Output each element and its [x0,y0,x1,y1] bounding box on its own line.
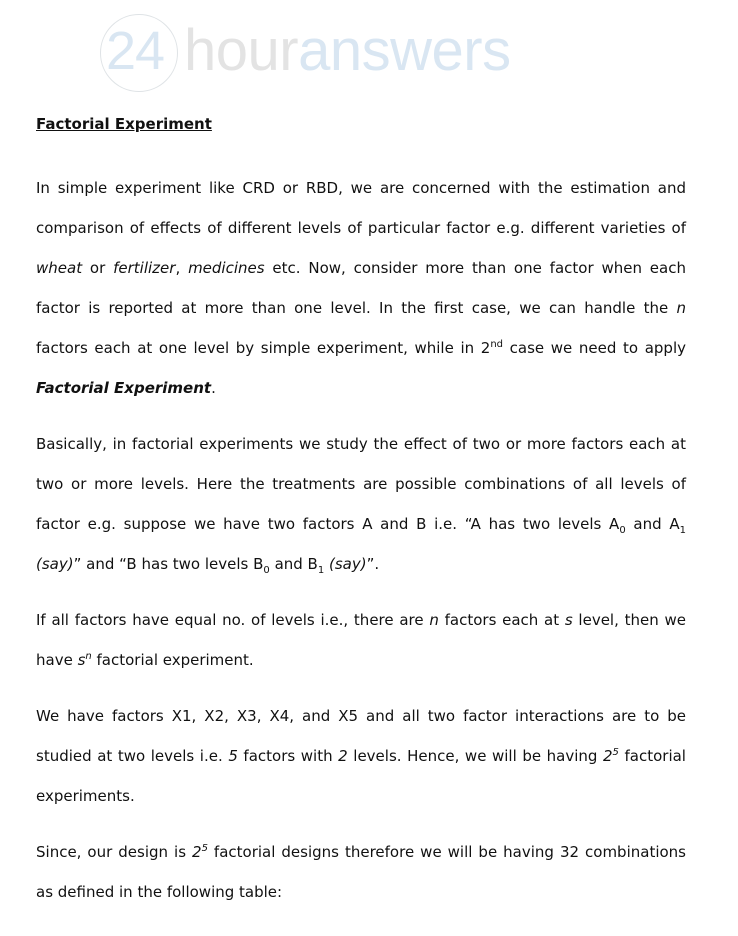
superscript: nd [490,339,504,350]
superscript-variable: n [85,651,92,662]
page-title: Factorial Experiment [36,115,212,133]
text: Basically, in factorial experiments we study the effect of two or more factors each at two or more levels. Here the treatments are possible combinations of all levels of factor e.g. suppose we have two factors A and B i.e. “A has two levels A [36,435,686,533]
superscript-number: 5 [201,843,208,854]
italic-text: (say) [324,555,367,573]
logo-word-answers: answers [298,18,511,83]
subscript: 0 [619,525,626,536]
subscript: 1 [679,525,686,536]
italic-text: fertilizer [113,259,176,277]
text: level, then we have [36,611,686,669]
logo-wordmark [184,20,511,82]
logo-number: 24 [106,21,165,81]
text: We have factors X1, X2, X3, X4, and X5 and all two factor interactions are to be studied at two levels i.e. [36,707,686,765]
text: In simple experiment like CRD or RBD, we are concerned with the estimation and comparison of effects of different levels of particular factor e.g. different varieties of [36,179,686,237]
italic-text: wheat [36,259,83,277]
paragraph-3 [36,600,686,680]
superscript-number: 5 [612,747,619,758]
text: , [175,259,189,277]
italic-number: 2 [192,843,202,861]
text: If all factors have equal no. of levels i.e., there are [36,611,430,629]
text: factors each at [438,611,565,629]
text: Since, our design is [36,843,193,861]
text: . [211,379,216,397]
text: and B [269,555,318,573]
text: levels. Hence, we will be having [347,747,603,765]
text: case we need to apply [503,339,686,357]
italic-number: 2 [603,747,613,765]
text: and A [625,515,680,533]
italic-variable: s [564,611,573,629]
italic-variable: n [676,299,686,317]
emphasis-term: Factorial Experiment [36,379,212,397]
text: factorial designs therefore we will be having 32 combinations as defined in the following table: [36,843,686,901]
text: factorial experiment. [91,651,254,669]
logo-word-hour: hour [184,18,299,83]
subscript: 0 [263,565,270,576]
text: factorial experiments. [36,747,686,805]
italic-number: 5 [228,747,238,765]
italic-variable: n [429,611,439,629]
text: etc. Now, consider more than one factor when each factor is reported at more than one level. In the first case, we can handle the [36,259,686,317]
text: or [82,259,114,277]
text: ”. [366,555,380,573]
italic-text: (say) [36,555,74,573]
paragraph-4 [36,696,686,816]
paragraph-1 [36,168,686,408]
watermark-logo [100,14,600,86]
text: ” and “B has two levels B [73,555,264,573]
paragraph-2 [36,424,686,584]
paragraph-5 [36,832,686,912]
text: factors with [237,747,339,765]
subscript: 1 [317,565,325,576]
italic-number: 2 [338,747,348,765]
document-body [36,112,686,928]
italic-text: medicines [188,259,265,277]
italic-variable: s [77,651,86,669]
text: factors each at one level by simple experiment, while in 2 [36,339,491,357]
